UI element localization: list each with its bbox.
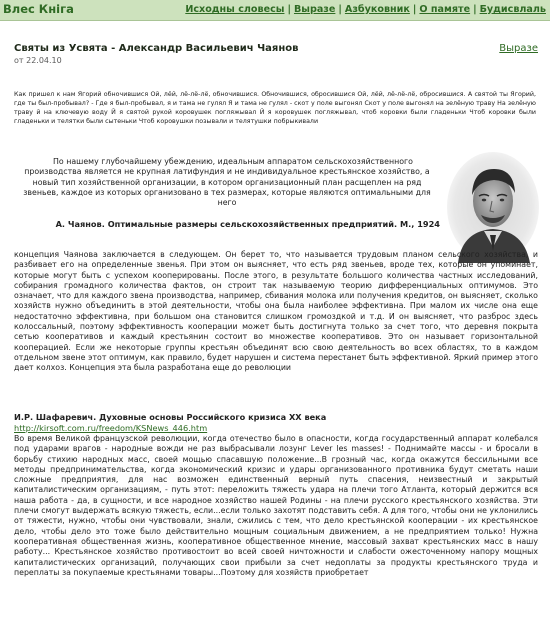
main-nav: [185, 4, 546, 15]
article-date: от 22.04.10: [14, 56, 62, 65]
body-paragraph: Во время Великой французской революции, когда отечество было в опасности, когда государственный аппарат колебался под ударами врагов - народные вожди не раз выбрасывали лозунг Lever les masses! - Поднимайте массы - и бросали в борьбу стихию народных масс, своей мощью спасавшую положение...В грозный час, когда окажутся бессильными все методы предпринимательства, когда экономический кризис и удары организованного противника будут сметать наши сложные предприятия, для нас возможен единственный верный путь спасения, неизвестный и закрытый капиталистическим организациям, - путь этот: переложить тяжесть удара на плечи того Атланта, который держится вся наша работа - да, в сущности, и все народное хозяйство нашей Родины - на плечи русского крестьянского хозяйства. Эти плечи смогут выдержать всякую тяжесть, если...если только захотят подставить себя. А для того, чтобы они не уклонились от тяжести, нужно, чтобы они чувствовали, знали, сжились с тем, что дело крестьянской кооперации - их крестьянское дело, чтобы дело это тоже было действительно мощным социальным движением, а не предприятием только! Нужна кооперативная общественная жизнь, кооперативное общественное мнение, массовый захват крестьянских масс в нашу работу... Крестьянское хозяйство противостоит во всей своей ничтожности и слабости ожесточенному напору мощных капиталистических организаций, получающих свои прибыли за счет недоплаты за продукты крестьянского труда и переплаты за покупаемые крестьянами товары...Поэтому для хозяйств приобретает: [14, 434, 538, 577]
article-title: Святы из Усвята - Александр Васильевич Чаянов: [14, 43, 299, 54]
nav-separator: |: [338, 4, 342, 15]
site-logo[interactable]: Влес Кніга: [3, 2, 74, 16]
portrait-photo: [446, 151, 540, 263]
nav-separator: |: [287, 4, 291, 15]
body-paragraph: концепция Чаянова заключается в следующем. Он берет то, что называется трудовым планом сельского хозяйства, и разбивает его на определенные звенья. При этом он выясняет, что есть ряд звеньев, вроде тех, которые он упоминает, которые могут быть с успехом кооперированы. После этого, в результате большого количества частных исследований, собирания громадного количества фактов, он строит так называемую теорию дифференциальных оптимумов. Это означает, что для каждого звена производства, например, сбивания молока или получения кредитов, он выясняет, сколько хозяйств нужно объединить в этой деятельности, чтобы она была наиболее эффективна. При малом их числе она еще недостаточно эффективна, при большом она становится слишком громоздкой и т.д. И он выясняет, что разброс здесь колоссальный, поэтому эффективность кооперации может быть достигнута только за счет того, что деревня покрыта сетью кооперативов и каждый крестьянин состоит во множестве кооперативов. Это он называет горизонтальной кооперацией. Если же некоторые группы крестьян объединят всю свою деятельность во всех областях, то в каждом отдельном звене этот оптимум, как правило, будет нарушен и система перестанет быть эффективной. Яркий пример этого дает колхоз. Концепция эта была разработана еще до революции: [14, 250, 538, 373]
section-link-vyraze[interactable]: Выразе: [499, 43, 538, 54]
top-navigation-bar: [0, 0, 550, 21]
nav-vyraze[interactable]: Выразе: [293, 4, 336, 15]
nav-azbukovnik[interactable]: Азбуковник: [344, 4, 410, 15]
quote-text: По нашему глубочайшему убеждению, идеальным аппаратом сельскохозяйственного производства является не крупная латифундия и не индивидуальное крестьянское хозяйство, а новый тип хозяйственной организации, в котором организационный план расщеплен на ряд звеньев, каждое из которых организовано в тех размерах, которые являются оптимальными для него: [23, 157, 431, 208]
nav-separator: |: [473, 4, 477, 15]
nav-separator: |: [412, 4, 417, 15]
nav-ishodny-slovesy[interactable]: Исходны словесы: [185, 4, 285, 15]
epigraph-text: Как пришел к нам Ягорий обночившися Ой, лёй, лё-лё-лё, обночившися. Обночившися, обросившися Ой, лёй, лё-лё-лё, обросившися. А святой ты Ягорий, где ты был-пробывал? - Где я был-пробывал, я и тама не гулял Я и тама не гулял - скот у поле выгонял Скот у поле выгонял на зелёную траву На зелёную траву й на ключевую воду Й я святой рукой коровушек погляжывал Й я коровушек погляжывал, чтоб коровки были гладеньки Чтоб коровки были гладеньки и телятки были сытеньки Чтоб коровушки позывали и телятушки побрыкивали: [14, 91, 536, 125]
reference-title: И.Р. Шафаревич. Духовные основы Российского кризиса XX века: [14, 412, 327, 422]
reference-link[interactable]: http://kirsoft.com.ru/freedom/KSNews_446.htm: [14, 423, 208, 433]
nav-budisvlal[interactable]: Будисвлаль: [479, 4, 546, 15]
nav-o-pamyate[interactable]: О памяте: [419, 4, 471, 15]
quote-attribution: А. Чаянов. Оптимальные размеры сельскохозяйственных предприятий. М., 1924: [55, 219, 440, 229]
